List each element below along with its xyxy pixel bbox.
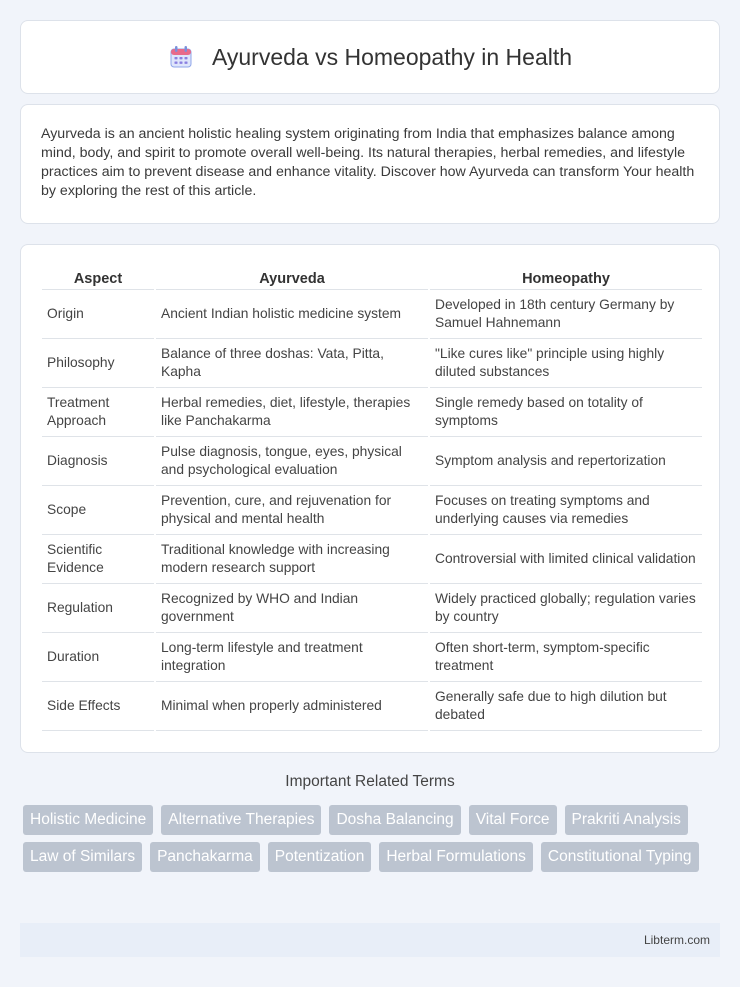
cell-homeopathy: Controversial with limited clinical validation [430, 534, 702, 583]
cell-homeopathy: "Like cures like" principle using highly diluted substances [430, 338, 702, 387]
table-row [42, 681, 702, 731]
table-row [42, 289, 702, 338]
cell-aspect: Philosophy [42, 338, 154, 387]
cell-homeopathy: Focuses on treating symptoms and underlying causes via remedies [430, 485, 702, 534]
cell-ayurveda: Minimal when properly administered [156, 681, 428, 731]
cell-homeopathy: Widely practiced globally; regulation varies by country [430, 583, 702, 632]
cell-aspect: Origin [42, 289, 154, 338]
table-row [42, 485, 702, 534]
footer-link[interactable]: Libterm.com [643, 933, 710, 947]
cell-ayurveda: Herbal remedies, diet, lifestyle, therapies like Panchakarma [156, 387, 428, 436]
cell-ayurveda: Balance of three doshas: Vata, Pitta, Kapha [156, 338, 428, 387]
cell-ayurveda: Long-term lifestyle and treatment integration [156, 632, 428, 681]
related-terms-title: Important Related Terms [285, 773, 455, 790]
cell-aspect: Duration [42, 632, 154, 681]
cell-ayurveda: Ancient Indian holistic medicine system [156, 289, 428, 338]
table-row [42, 387, 702, 436]
page-title: Ayurveda vs Homeopathy in Health [211, 43, 573, 70]
table-row [42, 534, 702, 583]
footer [20, 923, 720, 957]
related-tag[interactable]: Prakriti Analysis [565, 805, 688, 835]
cell-aspect: Diagnosis [42, 436, 154, 485]
cell-aspect: Side Effects [42, 681, 154, 731]
cell-aspect: Scientific Evidence [42, 534, 154, 583]
related-tag[interactable]: Holistic Medicine [23, 805, 153, 835]
table-row [42, 338, 702, 387]
related-tag[interactable]: Law of Similars [23, 842, 142, 872]
cell-ayurveda: Pulse diagnosis, tongue, eyes, physical and psychological evaluation [156, 436, 428, 485]
cell-ayurveda: Recognized by WHO and Indian government [156, 583, 428, 632]
comparison-table-card [20, 244, 720, 753]
related-tag[interactable]: Herbal Formulations [379, 842, 533, 872]
cell-homeopathy: Single remedy based on totality of symptoms [430, 387, 702, 436]
header-aspect: Aspect [73, 271, 123, 287]
table-header-row [42, 265, 702, 289]
table-row [42, 436, 702, 485]
table-row [42, 632, 702, 681]
cell-homeopathy: Symptom analysis and repertorization [430, 436, 702, 485]
cell-aspect: Scope [42, 485, 154, 534]
calendar-icon [168, 44, 194, 70]
cell-aspect: Treatment Approach [42, 387, 154, 436]
related-tag[interactable]: Dosha Balancing [329, 805, 460, 835]
header-ayurveda: Ayurveda [259, 271, 325, 287]
related-tag[interactable]: Constitutional Typing [541, 842, 699, 872]
related-tags [23, 805, 723, 872]
cell-homeopathy: Often short-term, symptom-specific treatment [430, 632, 702, 681]
intro-card [20, 104, 720, 224]
related-tag[interactable]: Panchakarma [150, 842, 260, 872]
related-tag[interactable]: Potentization [268, 842, 372, 872]
cell-homeopathy: Developed in 18th century Germany by Samuel Hahnemann [430, 289, 702, 338]
intro-text: Ayurveda is an ancient holistic healing system originating from India that emphasizes balance among mind, body, and spirit to promote overall well-being. Its natural therapies, herbal remedies, and lifestyle practices aim to prevent disease and enhance vitality. Discover how Ayurveda can transform Your health by exploring the rest of this article. [41, 126, 695, 199]
title-wrap [168, 44, 572, 71]
table-row [42, 583, 702, 632]
related-tag[interactable]: Vital Force [469, 805, 557, 835]
header-card [20, 20, 720, 94]
comparison-table [40, 265, 704, 731]
cell-ayurveda: Traditional knowledge with increasing modern research support [156, 534, 428, 583]
related-tag[interactable]: Alternative Therapies [161, 805, 321, 835]
cell-aspect: Regulation [42, 583, 154, 632]
cell-ayurveda: Prevention, cure, and rejuvenation for physical and mental health [156, 485, 428, 534]
cell-homeopathy: Generally safe due to high dilution but debated [430, 681, 702, 731]
header-homeopathy: Homeopathy [522, 271, 610, 287]
